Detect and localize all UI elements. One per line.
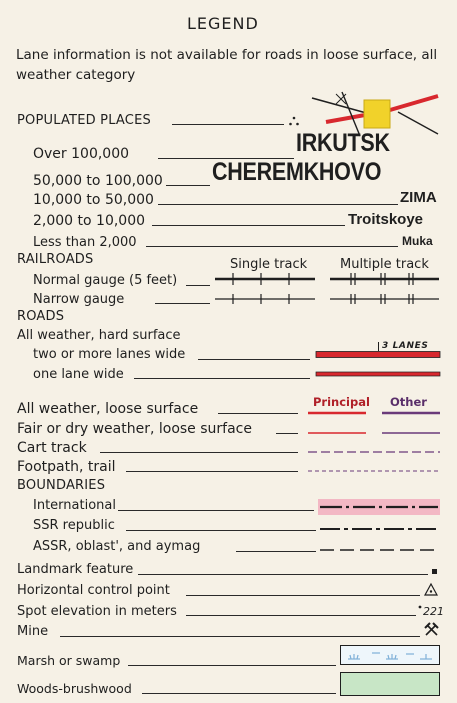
road-row-label: All weather, loose surface <box>17 401 199 417</box>
road-row-label: Footpath, trail <box>17 459 116 475</box>
lanes-annotation: 3 LANES <box>378 342 428 351</box>
normal-gauge-rail-symbol <box>215 272 439 286</box>
spot-elevation-dot-icon <box>418 605 422 609</box>
populated-places-header: POPULATED PLACES <box>17 113 151 128</box>
road-row-label: Fair or dry weather, loose surface <box>17 421 252 437</box>
leader-line <box>155 303 210 304</box>
feature-row-label: Spot elevation in meters <box>17 604 177 619</box>
leader-line <box>218 413 298 414</box>
pop-row-label: Over 100,000 <box>33 146 130 162</box>
city-sample-large: IRKUTSK <box>296 129 390 157</box>
city-sample-medium: ZIMA <box>400 189 437 206</box>
pop-row-label: 2,000 to 10,000 <box>33 213 146 229</box>
marsh-swamp-symbol <box>340 645 440 665</box>
road-row-label: two or more lanes wide <box>33 347 186 362</box>
other-heading: Other <box>390 395 427 409</box>
railroads-header: RAILROADS <box>17 252 94 267</box>
boundary-row-label: International <box>33 498 116 513</box>
leader-line <box>152 225 345 226</box>
leader-line <box>276 433 298 434</box>
small-triangle-dots-icon <box>288 116 300 126</box>
feature-row-label: Marsh or swamp <box>17 653 121 668</box>
road-one-lane-symbol <box>316 371 440 379</box>
control-point-triangle-icon <box>424 583 438 596</box>
leader-line <box>198 359 310 360</box>
rail-row-label: Narrow gauge <box>33 292 125 307</box>
roads-subheader: All weather, hard surface <box>17 328 181 343</box>
loose-surface-road-symbol <box>308 410 440 416</box>
landmark-square-icon <box>432 569 438 575</box>
narrow-gauge-rail-symbol <box>215 292 439 306</box>
feature-row-label: Mine <box>17 624 49 639</box>
leader-line <box>186 595 420 596</box>
cart-track-symbol <box>308 449 440 455</box>
leader-line <box>172 124 284 125</box>
leader-line <box>236 551 316 552</box>
road-row-label: Cart track <box>17 440 87 456</box>
leader-line <box>60 636 420 637</box>
boundary-row-label: ASSR, oblast', and aymag <box>33 539 201 554</box>
legend-note: Lane information is not available for roads in loose surface, all weather category <box>16 47 438 83</box>
feature-row-label: Woods-brushwood <box>17 681 132 696</box>
leader-line <box>142 693 336 694</box>
leader-line <box>128 665 336 666</box>
boundary-row-label: SSR republic <box>33 518 115 533</box>
city-sample-medium-large: CHEREMKHOVO <box>212 158 382 186</box>
pop-row-label: Less than 2,000 <box>33 235 137 250</box>
feature-row-label: Landmark feature <box>17 562 134 577</box>
woods-brushwood-symbol <box>340 672 440 696</box>
ssr-boundary-symbol <box>320 526 440 532</box>
leader-line <box>166 185 210 186</box>
assr-boundary-symbol <box>320 547 440 553</box>
leader-line <box>134 378 310 379</box>
multiple-track-heading: Multiple track <box>340 257 429 272</box>
dry-weather-road-symbol <box>308 430 440 436</box>
international-boundary-symbol <box>318 499 440 515</box>
roads-header: ROADS <box>17 309 65 324</box>
road-row-label: one lane wide <box>33 367 124 382</box>
road-two-lanes-symbol <box>316 351 440 359</box>
leader-line <box>158 204 398 205</box>
city-sample-small: Troitskoye <box>348 211 424 228</box>
leader-line <box>100 452 298 453</box>
rail-row-label: Normal gauge (5 feet) <box>33 273 178 288</box>
feature-row-label: Horizontal control point <box>17 583 170 598</box>
leader-line <box>126 471 298 472</box>
boundaries-header: BOUNDARIES <box>17 478 106 493</box>
leader-line <box>138 574 428 575</box>
pop-row-label: 50,000 to 100,000 <box>33 173 163 189</box>
mine-crossed-hammers-icon <box>424 622 439 637</box>
leader-line <box>186 615 416 616</box>
footpath-symbol <box>308 468 440 474</box>
principal-heading: Principal <box>313 395 370 409</box>
pop-row-label: 10,000 to 50,000 <box>33 192 154 208</box>
legend-title: LEGEND <box>187 14 259 33</box>
city-sample-village: Muka <box>402 234 433 248</box>
leader-line <box>118 510 314 511</box>
spot-elevation-value: 221 <box>423 605 444 618</box>
single-track-heading: Single track <box>230 257 308 272</box>
leader-line <box>126 530 316 531</box>
leader-line <box>146 246 398 247</box>
leader-line <box>186 285 210 286</box>
